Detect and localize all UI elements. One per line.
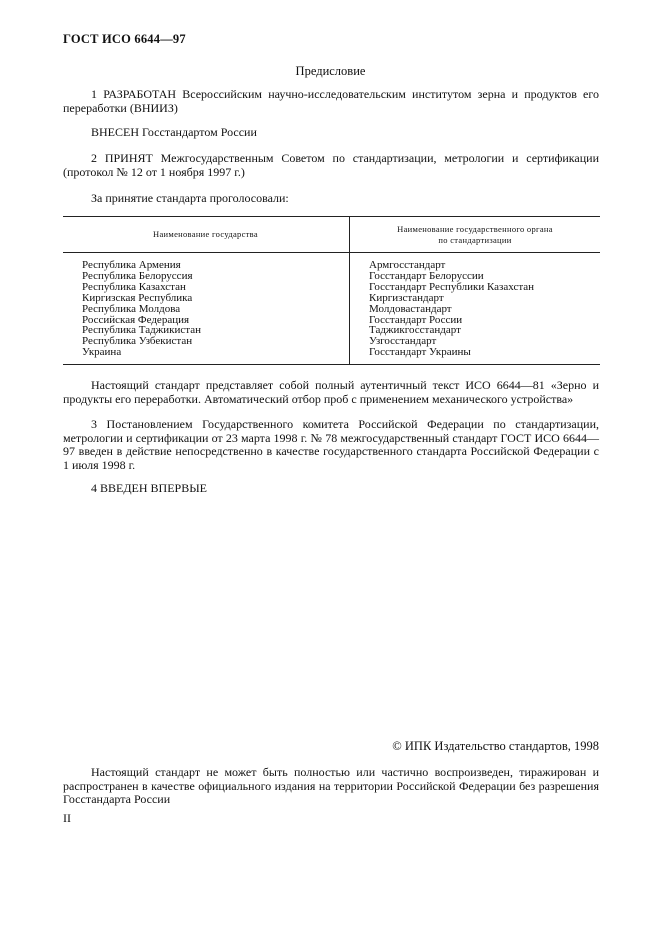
paragraph-authentic-text: Настоящий стандарт представляет собой полный аутентичный текст ИСО 6644—81 «Зерно и продукты его переработки. Автоматический отбор проб с применением механического устройства» [63,378,599,406]
table-row: Госстандарт России [369,313,463,326]
table-row: Узгосстандарт [369,335,437,348]
table-row: Госстандарт Республики Казахстан [369,280,535,293]
table-header-row [63,217,600,253]
paragraph-adopted: 2 ПРИНЯТ Межгосударственным Советом по стандартизации, метрологии и сертификации (протокол № 12 от 1 ноября 1997 г.) [63,151,599,179]
column-header-body-line1: Наименование государственного органа [397,223,553,234]
bodies-cell [350,253,601,365]
table-row: Республика Белоруссия [82,269,193,282]
table-row: Армгосстандарт [369,259,446,271]
column-header-body [350,217,601,253]
table-row: Республика Молдова [82,302,181,315]
paragraph-introduced: ВНЕСЕН Госстандартом России [91,125,257,139]
table-row: Госстандарт Белоруссии [369,269,484,282]
table-row: Республика Узбекистан [82,335,193,348]
table-row: Молдовастандарт [369,302,452,315]
column-header-body-line2: по стандартизации [438,234,512,245]
table-row: Украина [82,346,122,359]
standard-code-header: ГОСТ ИСО 6644—97 [63,32,186,46]
paragraph-reproduction-notice: Настоящий стандарт не может быть полностью или частично воспроизведен, тиражирован и распространен в качестве официального издания на территории Российской Федерации без разрешения Госстандарта России [63,765,599,807]
table-row: Республика Казахстан [82,280,186,293]
paragraph-developed: 1 РАЗРАБОТАН Всероссийским научно-исследовательским институтом зерна и продуктов его переработки (ВНИИЗ) [63,87,599,115]
voting-table [63,216,600,365]
table-row: Российская Федерация [82,313,190,326]
table-row: Киргизская Республика [82,291,193,304]
paragraph-decree: 3 Постановлением Государственного комитета Российской Федерации по стандартизации, метрологии и сертификации от 23 марта 1998 г. № 78 межгосударственный стандарт ГОСТ ИСО 6644—97 введен в действие непосредственно в качестве государственного стандарта Российской Федерации с 1 июля 1998 г. [63,417,599,472]
copyright-notice: © ИПК Издательство стандартов, 1998 [392,739,599,753]
table-row: Таджикгосстандарт [369,324,461,337]
states-cell [63,253,350,365]
paragraph-voted: За принятие стандарта проголосовали: [91,191,289,205]
section-title: Предисловие [295,64,366,78]
table-row: Госстандарт Украины [369,346,471,359]
table-row: Республика Таджикистан [82,324,201,337]
paragraph-first-introduced: 4 ВВЕДЕН ВПЕРВЫЕ [91,481,207,495]
table-body-row [63,253,600,365]
page-number: II [63,811,71,825]
table-row: Киргизстандарт [369,291,444,304]
table-row: Республика Армения [82,259,181,271]
column-header-state: Наименование государства [63,217,350,253]
